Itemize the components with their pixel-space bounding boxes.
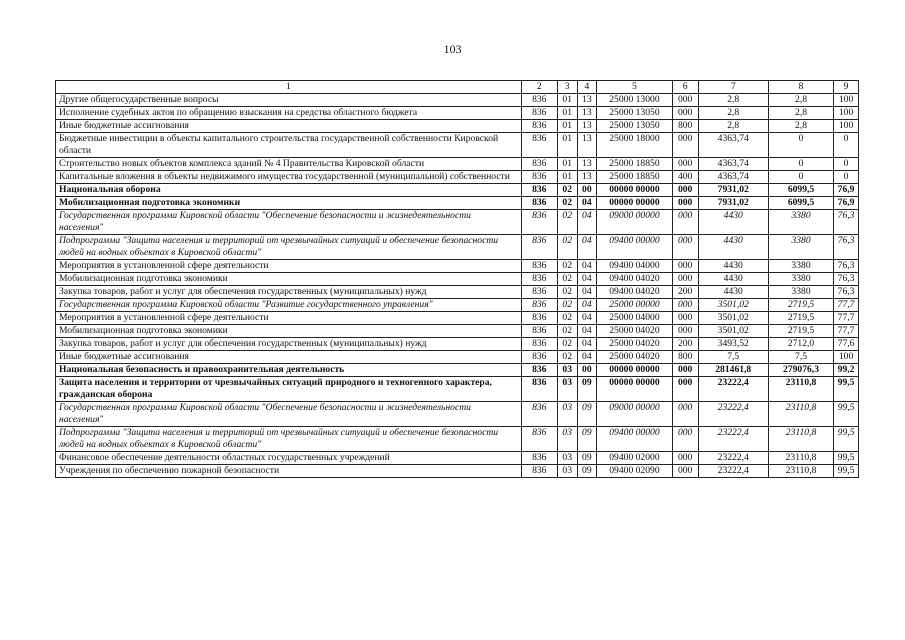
table-row [56,260,859,273]
percent-cell: 99,5 [834,465,859,478]
expense-type-cell: 000 [672,299,698,312]
planned-amount-cell: 3501,02 [698,325,768,338]
header-cell: 7 [698,81,768,94]
executed-amount-cell: 2712,0 [768,338,833,351]
target-article-cell: 09000 00000 [597,402,673,427]
table-header [56,81,859,94]
expense-type-cell: 800 [672,120,698,133]
subsection-cell: 00 [577,364,597,377]
description-cell: Подпрограмма "Защита населения и территорий от чрезвычайных ситуаций и обеспечение безопасности людей на водных объектах в Кировской области" [56,427,522,452]
table-row [56,465,859,478]
executed-amount-cell: 2,8 [768,94,833,107]
section-cell: 02 [557,260,577,273]
percent-cell: 99,5 [834,427,859,452]
expense-type-cell: 000 [672,273,698,286]
subsection-cell: 13 [577,120,597,133]
percent-cell: 99,5 [834,452,859,465]
executed-amount-cell: 23110,8 [768,452,833,465]
target-article-cell: 09400 00000 [597,427,673,452]
description-cell: Бюджетные инвестиции в объекты капитального строительства государственной собственности Кировской области [56,133,522,158]
executed-amount-cell: 279076,3 [768,364,833,377]
description-cell: Закупка товаров, работ и услуг для обеспечения государственных (муниципальных) нужд [56,286,522,299]
section-cell: 02 [557,325,577,338]
chapter-cell: 836 [521,210,557,235]
chapter-cell: 836 [521,351,557,364]
chapter-cell: 836 [521,273,557,286]
subsection-cell: 13 [577,171,597,184]
expense-type-cell: 000 [672,427,698,452]
section-cell: 02 [557,312,577,325]
percent-cell: 77,7 [834,312,859,325]
table-row [56,184,859,197]
header-cell: 2 [521,81,557,94]
subsection-cell: 04 [577,338,597,351]
target-article-cell: 00000 00000 [597,197,673,210]
planned-amount-cell: 3501,02 [698,299,768,312]
section-cell: 03 [557,465,577,478]
target-article-cell: 09400 04020 [597,286,673,299]
executed-amount-cell: 3380 [768,235,833,260]
table-row [56,235,859,260]
table-row [56,197,859,210]
table-row [56,312,859,325]
planned-amount-cell: 4430 [698,260,768,273]
section-cell: 02 [557,286,577,299]
description-cell: Мобилизационная подготовка экономики [56,197,522,210]
expense-type-cell: 000 [672,402,698,427]
table-row [56,402,859,427]
planned-amount-cell: 4430 [698,210,768,235]
subsection-cell: 04 [577,286,597,299]
description-cell: Исполнение судебных актов по обращению взыскания на средства областного бюджета [56,107,522,120]
header-cell: 4 [577,81,597,94]
percent-cell: 0 [834,171,859,184]
section-cell: 01 [557,171,577,184]
description-cell: Государственная программа Кировской области "Обеспечение безопасности и жизнедеятельности населения" [56,402,522,427]
subsection-cell: 09 [577,452,597,465]
expense-type-cell: 000 [672,377,698,402]
description-cell: Мобилизационная подготовка экономики [56,325,522,338]
executed-amount-cell: 23110,8 [768,465,833,478]
table-row [56,158,859,171]
target-article-cell: 00000 00000 [597,364,673,377]
executed-amount-cell: 6099,5 [768,184,833,197]
budget-table [55,80,859,478]
target-article-cell: 25000 00000 [597,299,673,312]
section-cell: 01 [557,133,577,158]
percent-cell: 77,7 [834,325,859,338]
chapter-cell: 836 [521,94,557,107]
chapter-cell: 836 [521,312,557,325]
header-cell: 3 [557,81,577,94]
percent-cell: 99,2 [834,364,859,377]
executed-amount-cell: 23110,8 [768,402,833,427]
planned-amount-cell: 23222,4 [698,465,768,478]
expense-type-cell: 000 [672,325,698,338]
percent-cell: 77,7 [834,299,859,312]
description-cell: Строительство новых объектов комплекса зданий № 4 Правительства Кировской области [56,158,522,171]
description-cell: Другие общегосударственные вопросы [56,94,522,107]
target-article-cell: 25000 13050 [597,120,673,133]
planned-amount-cell: 2,8 [698,120,768,133]
executed-amount-cell: 3380 [768,210,833,235]
percent-cell: 76,3 [834,286,859,299]
target-article-cell: 25000 04000 [597,312,673,325]
chapter-cell: 836 [521,299,557,312]
chapter-cell: 836 [521,325,557,338]
planned-amount-cell: 7931,02 [698,184,768,197]
expense-type-cell: 000 [672,184,698,197]
description-cell: Иные бюджетные ассигнования [56,351,522,364]
expense-type-cell: 000 [672,260,698,273]
executed-amount-cell: 0 [768,133,833,158]
description-cell: Мероприятия в установленной сфере деятельности [56,260,522,273]
expense-type-cell: 400 [672,171,698,184]
description-cell: Мероприятия в установленной сфере деятельности [56,312,522,325]
executed-amount-cell: 0 [768,171,833,184]
percent-cell: 76,3 [834,210,859,235]
table-row [56,286,859,299]
planned-amount-cell: 23222,4 [698,452,768,465]
section-cell: 03 [557,377,577,402]
percent-cell: 77,6 [834,338,859,351]
chapter-cell: 836 [521,158,557,171]
section-cell: 03 [557,364,577,377]
planned-amount-cell: 4430 [698,273,768,286]
chapter-cell: 836 [521,171,557,184]
expense-type-cell: 200 [672,286,698,299]
header-row [56,81,859,94]
planned-amount-cell: 7,5 [698,351,768,364]
subsection-cell: 04 [577,235,597,260]
percent-cell: 99,5 [834,377,859,402]
chapter-cell: 836 [521,402,557,427]
percent-cell: 100 [834,107,859,120]
chapter-cell: 836 [521,452,557,465]
table-row [56,299,859,312]
expense-type-cell: 000 [672,312,698,325]
planned-amount-cell: 3493,52 [698,338,768,351]
planned-amount-cell: 4363,74 [698,171,768,184]
table-row [56,133,859,158]
section-cell: 03 [557,427,577,452]
header-cell: 8 [768,81,833,94]
chapter-cell: 836 [521,107,557,120]
page-number: 103 [443,42,462,56]
table-row [56,325,859,338]
planned-amount-cell: 2,8 [698,94,768,107]
table-row [56,107,859,120]
expense-type-cell: 000 [672,94,698,107]
planned-amount-cell: 281461,8 [698,364,768,377]
target-article-cell: 00000 00000 [597,184,673,197]
executed-amount-cell: 0 [768,158,833,171]
chapter-cell: 836 [521,338,557,351]
section-cell: 01 [557,120,577,133]
section-cell: 02 [557,299,577,312]
table-row [56,210,859,235]
expense-type-cell: 800 [672,351,698,364]
planned-amount-cell: 3501,02 [698,312,768,325]
target-article-cell: 25000 13050 [597,107,673,120]
description-cell: Мобилизационная подготовка экономики [56,273,522,286]
expense-type-cell: 000 [672,133,698,158]
subsection-cell: 04 [577,273,597,286]
executed-amount-cell: 2,8 [768,107,833,120]
section-cell: 01 [557,107,577,120]
header-cell: 5 [597,81,673,94]
executed-amount-cell: 3380 [768,260,833,273]
description-cell: Финансовое обеспечение деятельности областных государственных учреждений [56,452,522,465]
section-cell: 01 [557,158,577,171]
target-article-cell: 25000 18000 [597,133,673,158]
subsection-cell: 13 [577,107,597,120]
description-cell: Национальная безопасность и правоохранительная деятельность [56,364,522,377]
planned-amount-cell: 23222,4 [698,427,768,452]
executed-amount-cell: 2719,5 [768,312,833,325]
chapter-cell: 836 [521,133,557,158]
header-cell: 9 [834,81,859,94]
executed-amount-cell: 23110,8 [768,427,833,452]
chapter-cell: 836 [521,377,557,402]
section-cell: 03 [557,402,577,427]
subsection-cell: 13 [577,133,597,158]
table-row [56,94,859,107]
subsection-cell: 04 [577,210,597,235]
description-cell: Защита населения и территории от чрезвычайных ситуаций природного и техногенного характера, гражданская оборона [56,377,522,402]
target-article-cell: 00000 00000 [597,377,673,402]
planned-amount-cell: 4363,74 [698,133,768,158]
target-article-cell: 09400 04000 [597,260,673,273]
table-row [56,377,859,402]
chapter-cell: 836 [521,197,557,210]
chapter-cell: 836 [521,184,557,197]
executed-amount-cell: 2,8 [768,120,833,133]
expense-type-cell: 000 [672,158,698,171]
table-row [56,364,859,377]
subsection-cell: 00 [577,184,597,197]
planned-amount-cell: 4430 [698,235,768,260]
section-cell: 01 [557,94,577,107]
executed-amount-cell: 6099,5 [768,197,833,210]
section-cell: 02 [557,235,577,260]
expense-type-cell: 000 [672,465,698,478]
subsection-cell: 09 [577,427,597,452]
expense-type-cell: 000 [672,364,698,377]
percent-cell: 0 [834,133,859,158]
subsection-cell: 04 [577,299,597,312]
percent-cell: 100 [834,120,859,133]
chapter-cell: 836 [521,286,557,299]
expense-type-cell: 000 [672,210,698,235]
target-article-cell: 25000 18850 [597,171,673,184]
executed-amount-cell: 23110,8 [768,377,833,402]
target-article-cell: 25000 04020 [597,351,673,364]
table-row [56,427,859,452]
subsection-cell: 09 [577,465,597,478]
table-row [56,171,859,184]
percent-cell: 99,5 [834,402,859,427]
target-article-cell: 09400 00000 [597,235,673,260]
table-row [56,273,859,286]
subsection-cell: 13 [577,158,597,171]
percent-cell: 76,3 [834,273,859,286]
expense-type-cell: 200 [672,338,698,351]
table-body [56,94,859,478]
target-article-cell: 25000 04020 [597,325,673,338]
description-cell: Национальная оборона [56,184,522,197]
chapter-cell: 836 [521,465,557,478]
table-row [56,120,859,133]
section-cell: 02 [557,338,577,351]
chapter-cell: 836 [521,260,557,273]
target-article-cell: 25000 18850 [597,158,673,171]
chapter-cell: 836 [521,427,557,452]
target-article-cell: 25000 04020 [597,338,673,351]
table-row [56,338,859,351]
planned-amount-cell: 23222,4 [698,377,768,402]
expense-type-cell: 000 [672,107,698,120]
subsection-cell: 09 [577,402,597,427]
percent-cell: 100 [834,94,859,107]
expense-type-cell: 000 [672,452,698,465]
description-cell: Государственная программа Кировской области "Обеспечение безопасности и жизнедеятельности населения" [56,210,522,235]
description-cell: Учреждения по обеспечению пожарной безопасности [56,465,522,478]
planned-amount-cell: 4363,74 [698,158,768,171]
table-row [56,452,859,465]
percent-cell: 76,3 [834,235,859,260]
expense-type-cell: 000 [672,235,698,260]
section-cell: 02 [557,197,577,210]
planned-amount-cell: 7931,02 [698,197,768,210]
section-cell: 03 [557,452,577,465]
executed-amount-cell: 2719,5 [768,325,833,338]
section-cell: 02 [557,273,577,286]
chapter-cell: 836 [521,364,557,377]
table-row [56,351,859,364]
header-cell: 1 [56,81,522,94]
percent-cell: 76,9 [834,184,859,197]
subsection-cell: 09 [577,377,597,402]
executed-amount-cell: 7,5 [768,351,833,364]
description-cell: Подпрограмма "Защита населения и территорий от чрезвычайных ситуаций и обеспечение безопасности людей на водных объектах в Кировской области" [56,235,522,260]
planned-amount-cell: 2,8 [698,107,768,120]
header-cell: 6 [672,81,698,94]
chapter-cell: 836 [521,235,557,260]
percent-cell: 0 [834,158,859,171]
description-cell: Государственная программа Кировской области "Развитие государственного управления" [56,299,522,312]
percent-cell: 100 [834,351,859,364]
planned-amount-cell: 4430 [698,286,768,299]
target-article-cell: 25000 13000 [597,94,673,107]
section-cell: 02 [557,351,577,364]
description-cell: Закупка товаров, работ и услуг для обеспечения государственных (муниципальных) нужд [56,338,522,351]
subsection-cell: 04 [577,197,597,210]
percent-cell: 76,9 [834,197,859,210]
subsection-cell: 04 [577,351,597,364]
executed-amount-cell: 2719,5 [768,299,833,312]
subsection-cell: 13 [577,94,597,107]
description-cell: Иные бюджетные ассигнования [56,120,522,133]
percent-cell: 76,3 [834,260,859,273]
target-article-cell: 09400 02000 [597,452,673,465]
target-article-cell: 09400 04020 [597,273,673,286]
subsection-cell: 04 [577,260,597,273]
expense-type-cell: 000 [672,197,698,210]
subsection-cell: 04 [577,312,597,325]
chapter-cell: 836 [521,120,557,133]
subsection-cell: 04 [577,325,597,338]
section-cell: 02 [557,210,577,235]
executed-amount-cell: 3380 [768,286,833,299]
section-cell: 02 [557,184,577,197]
target-article-cell: 09000 00000 [597,210,673,235]
executed-amount-cell: 3380 [768,273,833,286]
description-cell: Капитальные вложения в объекты недвижимого имущества государственной (муниципальной) собственности [56,171,522,184]
target-article-cell: 09400 02090 [597,465,673,478]
planned-amount-cell: 23222,4 [698,402,768,427]
